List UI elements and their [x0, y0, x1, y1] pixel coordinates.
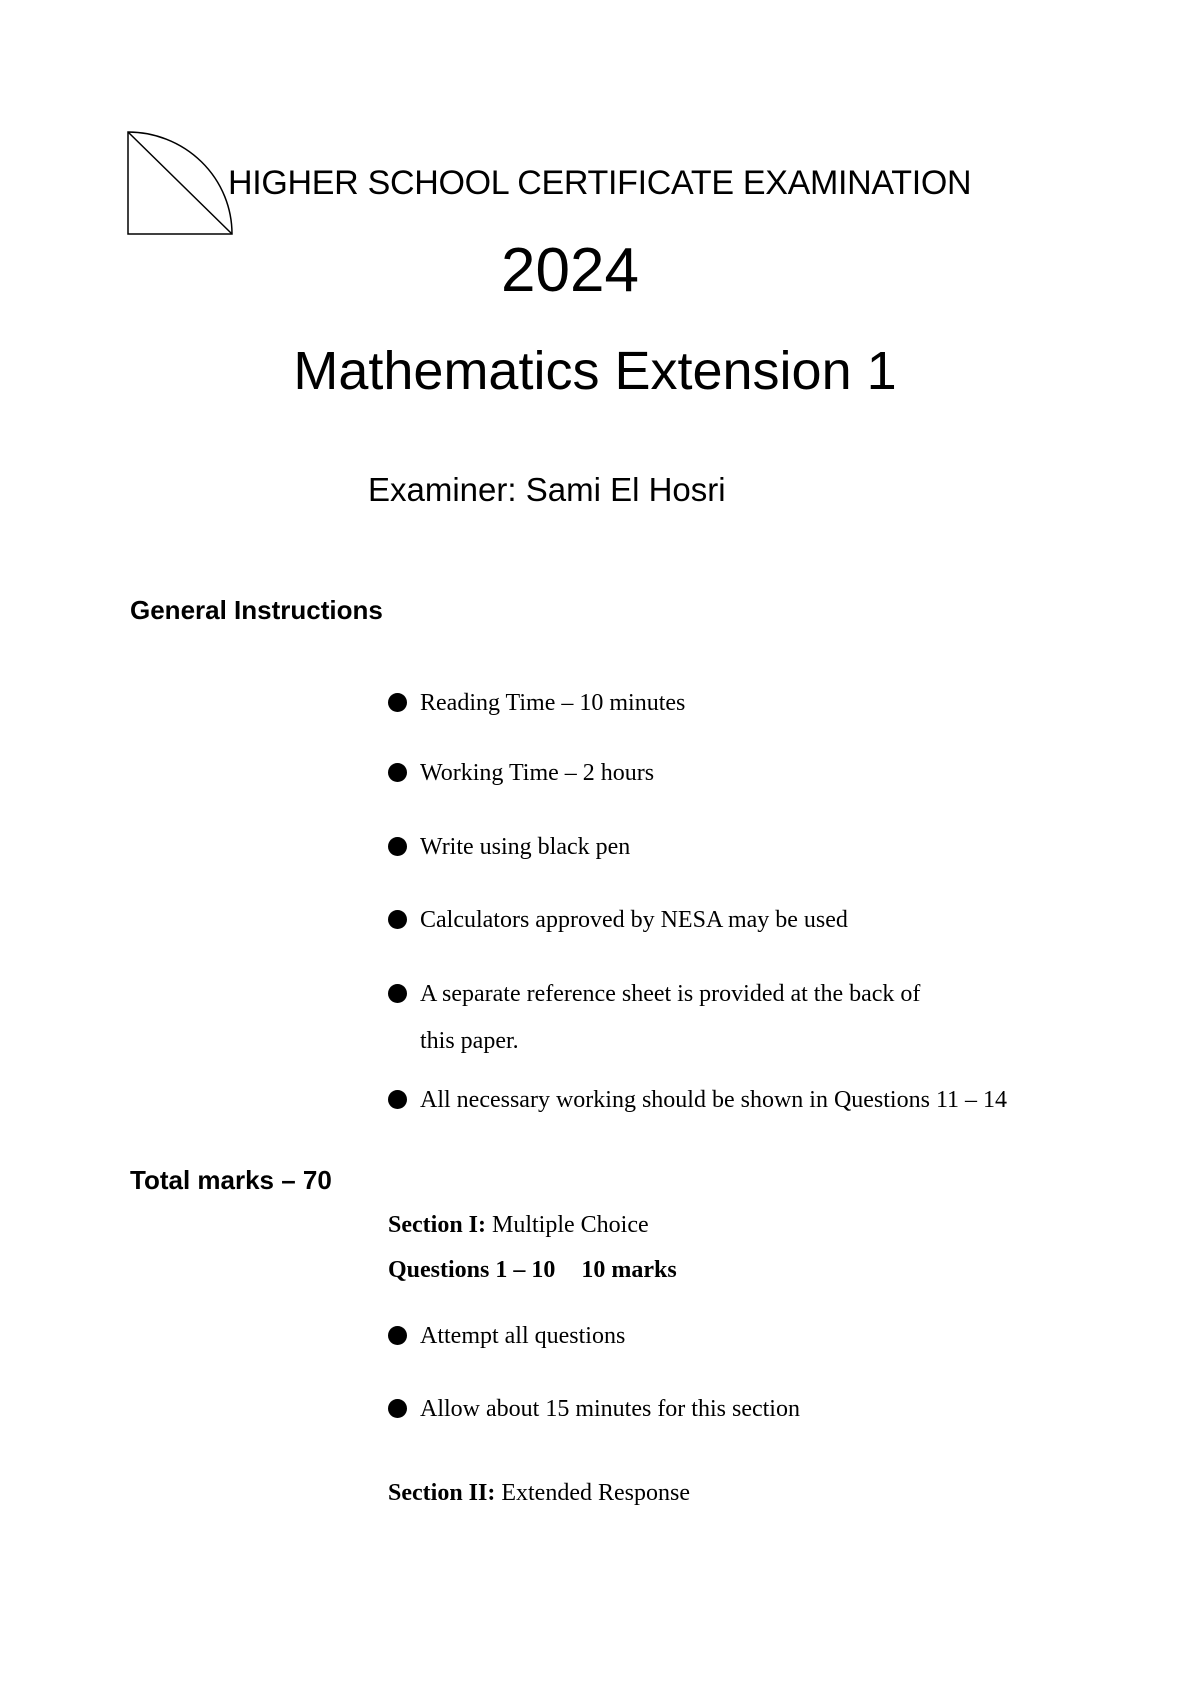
instruction-item: All necessary working should be shown in Questions 11 – 14 — [388, 1077, 1007, 1124]
instruction-item: Write using black pen — [388, 824, 630, 871]
bullet-icon — [388, 693, 407, 712]
section-2-name: Extended Response — [501, 1480, 690, 1506]
section-1-item: Attempt all questions — [388, 1313, 625, 1360]
total-marks-heading: Total marks – 70 — [130, 1165, 332, 1195]
examiner-line: Examiner: Sami El Hosri — [368, 471, 726, 508]
section-1-item: Allow about 15 minutes for this section — [388, 1386, 800, 1433]
instruction-item: Working Time – 2 hours — [388, 750, 654, 797]
bullet-icon — [388, 984, 407, 1003]
bullet-icon — [388, 837, 407, 856]
bullet-icon — [388, 1090, 407, 1109]
section-1-name: Multiple Choice — [492, 1212, 649, 1238]
quarter-circle-logo-icon — [127, 131, 233, 235]
section-1-marks: 10 marks — [581, 1257, 677, 1283]
section-2-label: Section II: — [388, 1480, 496, 1506]
instruction-item: Reading Time – 10 minutes — [388, 680, 685, 727]
exam-header: HIGHER SCHOOL CERTIFICATE EXAMINATION — [228, 164, 972, 202]
instruction-item-continuation: this paper. — [420, 1028, 519, 1054]
bullet-icon — [388, 910, 407, 929]
subject-title: Mathematics Extension 1 — [293, 341, 897, 401]
section-1-title — [388, 1213, 649, 1237]
section-1-question-range: Questions 1 – 10 — [388, 1257, 556, 1283]
exam-year: 2024 — [501, 236, 639, 305]
instruction-item: Calculators approved by NESA may be used — [388, 897, 848, 944]
instruction-item: A separate reference sheet is provided at the back of this paper. — [388, 971, 920, 1065]
bullet-icon — [388, 1399, 407, 1418]
section-1-label: Section I: — [388, 1212, 486, 1238]
bullet-icon — [388, 1326, 407, 1345]
section-1-questions — [388, 1258, 677, 1282]
bullet-icon — [388, 763, 407, 782]
general-instructions-heading: General Instructions — [130, 595, 383, 625]
section-2-title — [388, 1481, 690, 1505]
